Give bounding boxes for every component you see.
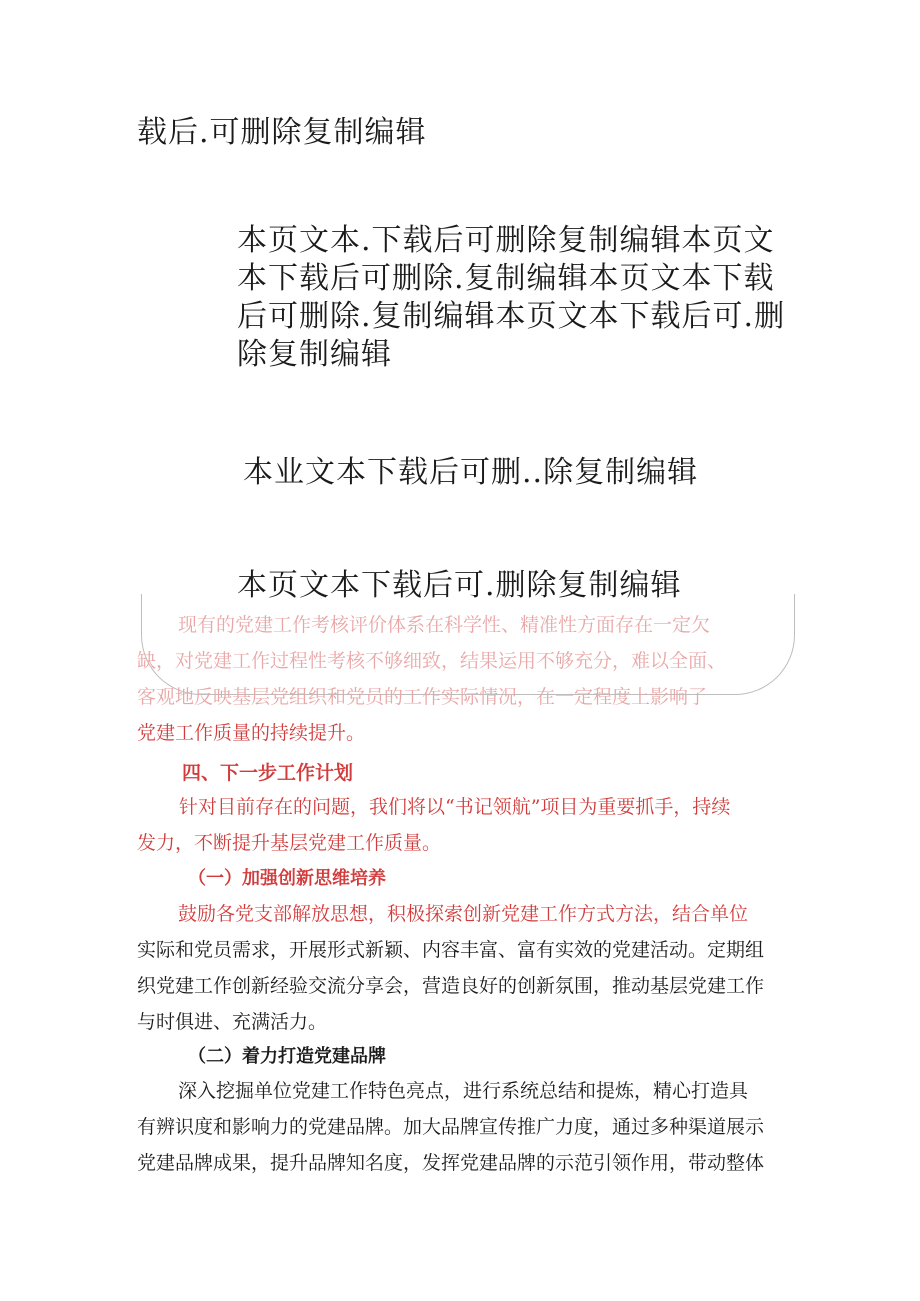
watermark-text-3: 本业文本下载后可删..除复制编辑: [243, 455, 699, 490]
faded-paragraph-line: 缺，对党建工作过程性考核不够细致，结果运用不够充分，难以全面、: [137, 650, 727, 672]
paragraph-line: 党建工作质量的持续提升。: [137, 722, 366, 744]
paragraph-line: 针对目前存在的问题，我们将以“书记领航”项目为重要抓手，持续: [179, 796, 731, 818]
paragraph-line: 与时俱进、充满活力。: [137, 1011, 328, 1033]
subsection-heading: （二）着力打造党建品牌: [188, 1046, 386, 1067]
watermark-text-1: 载后.可删除复制编辑: [137, 115, 427, 150]
watermark-text-block: 本页文本.下载后可删除复制编辑本页文本下载后可删除.复制编辑本页文本下载后可删除.复制编辑本页文本下载后可.删除复制编辑: [237, 223, 786, 372]
paragraph-line: 实际和党员需求，开展形式新颖、内容丰富、富有实效的党建活动。定期组: [137, 939, 765, 961]
watermark-text-4: 本页文本下载后可.删除复制编辑: [237, 568, 682, 603]
faded-paragraph-line: 现有的党建工作考核评价体系在科学性、精准性方面存在一定欠: [178, 614, 711, 636]
paragraph-line: 鼓励各党支部解放思想，积极探索创新党建工作方式方法，结合单位: [178, 903, 749, 925]
section-heading: 四、下一步工作计划: [182, 762, 354, 784]
paragraph-line: 发力，不断提升基层党建工作质量。: [137, 832, 442, 854]
paragraph-line: 有辨识度和影响力的党建品牌。加大品牌宣传推广力度，通过多种渠道展示: [137, 1116, 765, 1138]
subsection-heading: （一）加强创新思维培养: [188, 868, 386, 889]
paragraph-line: 党建品牌成果，提升品牌知名度，发挥党建品牌的示范引领作用，带动整体: [137, 1152, 765, 1174]
faded-paragraph-line: 客观地反映基层党组织和党员的工作实际情况，在一定程度上影响了: [137, 686, 708, 708]
paragraph-line: 深入挖掘单位党建工作特色亮点，进行系统总结和提炼，精心打造具: [178, 1080, 749, 1102]
paragraph-line: 织党建工作创新经验交流分享会，营造良好的创新氛围，推动基层党建工作: [137, 975, 765, 997]
